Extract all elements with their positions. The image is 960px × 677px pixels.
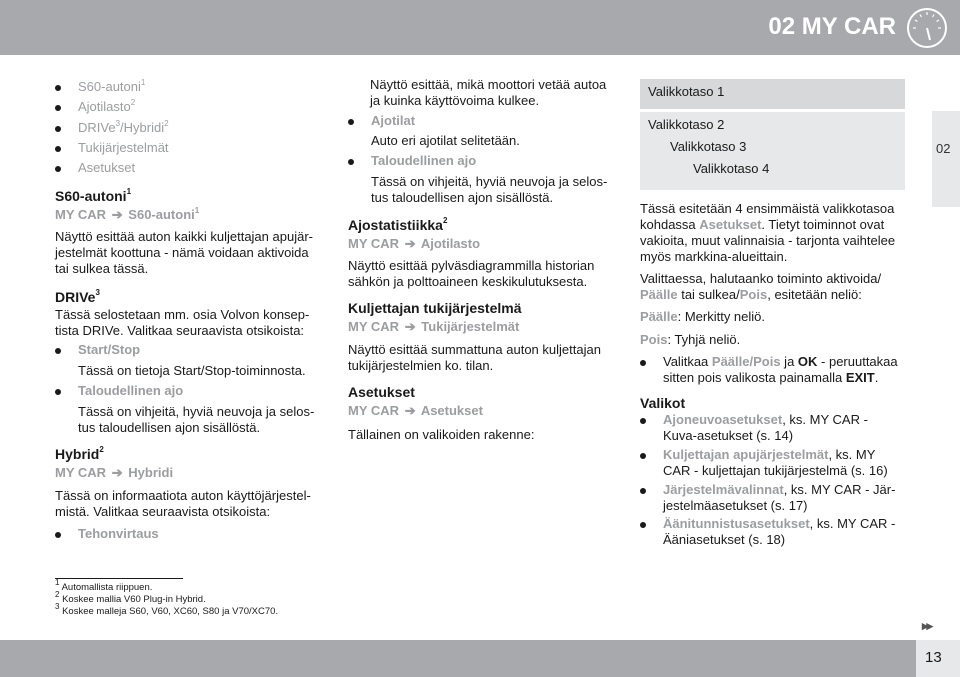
page-header-bar (0, 0, 960, 55)
list-item-text: Tässä on tietoja Start/Stop-toiminnosta. (78, 363, 306, 378)
page-footer-bar (0, 640, 960, 677)
section-heading: S60-autoni$^1$ (55, 187, 132, 204)
section-heading: Ajostatistiikka$^2$ (348, 216, 448, 233)
arrow-right-icon: ➔ (111, 465, 123, 480)
menu-path: MY CAR ➔ Ajotilasto (348, 236, 481, 251)
arrow-right-icon: ➔ (404, 403, 416, 418)
paragraph: Päälle: Merkitty neliö. (640, 309, 766, 324)
page-number: 13 (925, 649, 942, 666)
paragraph: Tässä esitetään 4 ensimmäistä valikkotasoa kohdassa Asetukset. Tietyt toiminnot ovat vakioita, muut valinnaisia - tarjonta vaihtelee myös markkina-alueittain. (640, 201, 896, 264)
gauge-icon (905, 6, 949, 50)
paragraph: Pois: Tyhjä neliö. (640, 332, 741, 347)
section-heading: Hybrid$^2$ (55, 445, 104, 462)
menu-level-2-block (640, 112, 905, 190)
paragraph: Näyttö esittää summattuna auton kuljettajan tukijärjestelmien ko. tilan. (348, 342, 601, 373)
list-item: Ajoneuvoasetukset, ks. MY CAR - Kuva-asetukset (s. 14) (640, 412, 910, 444)
list-item: Valitkaa Päälle/Pois ja OK - peruuttakaa sitten pois valikosta painamalla EXIT. (640, 354, 910, 386)
menu-levels-diagram (640, 79, 905, 190)
list-item: S60-autoni$^1$ (55, 79, 145, 95)
menu-path: MY CAR ➔ Hybridi (55, 465, 174, 480)
section-heading: Asetukset (348, 384, 415, 400)
list-item: Start/Stop (55, 342, 140, 358)
paragraph: Näyttö esittää, mikä moottori vetää autoa ja kuinka käyttövoima kulkee. (370, 77, 607, 108)
chapter-tab-label: 02 (936, 141, 951, 156)
menu-path: MY CAR ➔ Asetukset (348, 403, 483, 418)
paragraph: Näyttö esittää auton kaikki kuljettajan apujär- jestelmät koottuna - nämä voidaan aktivoida tai sulkea tässä. (55, 229, 313, 276)
arrow-right-icon: ➔ (111, 207, 123, 222)
section-heading: Valikot (640, 395, 686, 411)
paragraph: Tässä on informaatiota auton käyttöjärjestel- mistä. Valitkaa seuraavista otsikoista: (55, 488, 311, 519)
footnote: $^3$ Koskee malleja S60, V60, XC60, S80 ja V70/XC70. (55, 601, 279, 617)
list-item: Taloudellinen ajo (348, 153, 476, 169)
chapter-title: 02 MY CAR (768, 13, 896, 40)
list-item: Äänitunnistusasetukset, ks. MY CAR - Ääniasetukset (s. 18) (640, 516, 910, 548)
paragraph: Tällainen on valikoiden rakenne: (348, 427, 535, 442)
list-item: Tehonvirtaus (55, 526, 159, 542)
list-item: Asetukset (55, 160, 135, 176)
menu-level-3: Valikkotaso 3 (670, 139, 747, 154)
list-item: Järjestelmävalinnat, ks. MY CAR - Jär- jestelmäasetukset (s. 17) (640, 482, 910, 514)
menu-path: MY CAR ➔ Tukijärjestelmät (348, 319, 520, 334)
paragraph: Tässä selostetaan mm. osia Volvon konsep- tista DRIVe. Valitkaa seuraavista otsikoista: (55, 307, 310, 338)
list-item-text: Tässä on vihjeitä, hyviä neuvoja ja selos- tus taloudellisen ajon sisällöstä. (371, 174, 608, 205)
list-item: Ajotilasto$^2$ (55, 99, 135, 115)
footnote: $^2$ Koskee mallia V60 Plug-in Hybrid. (55, 589, 206, 605)
list-item: DRIVe$^3$/Hybridi$^2$ (55, 120, 169, 136)
menu-level-4: Valikkotaso 4 (693, 161, 770, 176)
paragraph: Näyttö esittää pylväsdiagrammilla historian sähkön ja polttoaineen keskikulutuksesta. (348, 258, 595, 289)
list-item: Kuljettajan apujärjestelmät, ks. MY CAR - kuljettajan tukijärjestelmä (s. 16) (640, 447, 910, 479)
list-item-text: Tässä on vihjeitä, hyviä neuvoja ja selos- tus taloudellisen ajon sisällöstä. (78, 404, 315, 435)
list-item: Tukijärjestelmät (55, 140, 169, 156)
next-page-icon[interactable]: ▸▸ (922, 618, 932, 633)
menu-level-2: Valikkotaso 2 (648, 117, 725, 132)
section-heading: DRIVe$^3$ (55, 288, 100, 305)
chapter-tab (932, 111, 960, 207)
list-item: Taloudellinen ajo (55, 383, 183, 399)
menu-level-1: Valikkotaso 1 (640, 79, 905, 109)
page-number-box (916, 640, 960, 677)
arrow-right-icon: ➔ (404, 236, 416, 251)
list-item-text: Auto eri ajotilat selitetään. (371, 133, 520, 148)
arrow-right-icon: ➔ (404, 319, 416, 334)
footnote-divider (55, 578, 183, 579)
menu-path: MY CAR ➔ S60-autoni$^1$ (55, 205, 200, 222)
list-item: Ajotilat (348, 113, 415, 129)
section-heading: Kuljettajan tukijärjestelmä (348, 300, 522, 316)
footnote: $^1$ Automallista riippuen. (55, 577, 153, 593)
paragraph: Valittaessa, halutaanko toiminto aktivoida/ Päälle tai sulkea/Pois, esitetään neliö: (640, 271, 882, 302)
